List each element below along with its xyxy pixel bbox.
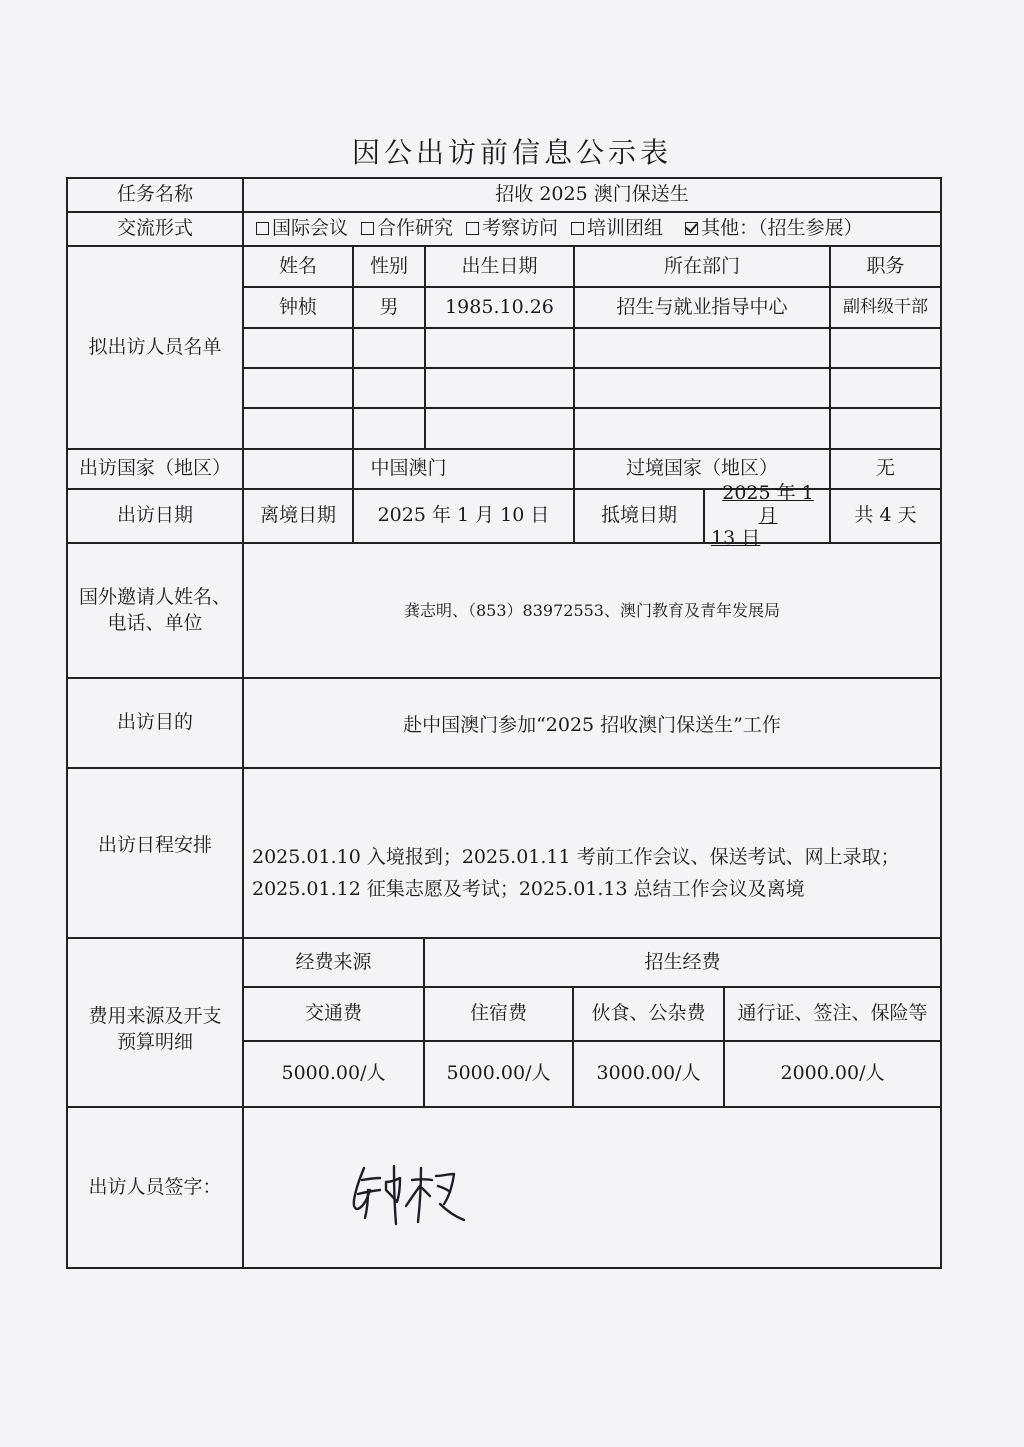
person-name: 钟桢 [278,295,317,318]
option-cooperative-research [361,216,453,242]
checkbox-icon [256,222,269,235]
funding-source-label: 经费来源 [295,950,372,973]
option-other [685,216,863,242]
budget-amount-transport: 5000.00/人 [281,1062,386,1085]
budget-label-line1: 费用来源及开支 [88,1004,222,1027]
depart-date-label: 离境日期 [259,504,336,527]
purpose-value: 赴中国澳门参加“2025 招收澳门保送生”工作 [403,714,781,737]
budget-label [68,939,242,1106]
header-name: 姓名 [278,254,317,277]
table-rule [242,327,942,329]
budget-item-permits: 通行证、签注、保险等 [737,1002,928,1025]
inviter-value: 龚志明、（853）83972553、澳门教育及青年发展局 [404,600,780,620]
schedule-line1: 2025.01.10 入境报到；2025.01.11 考前工作会议、保送考试、网上录取； [252,845,900,868]
signature-label: 出访人员签字： [88,1175,222,1198]
table-border [940,177,942,1269]
funding-source-value: 招生经费 [644,950,721,973]
header-position: 职务 [866,254,905,277]
page-title: 因公出访前信息公示表 [351,136,672,169]
option-training-group [571,216,663,242]
person-gender: 男 [379,295,399,318]
person-birthdate: 1985.10.26 [445,295,554,318]
option-international-conference [256,216,348,242]
arrive-date-line1: 2025 年 1 月 [722,481,814,527]
inviter-label-line1: 国外邀请人姓名、 [78,585,231,608]
depart-date-value: 2025 年 1 月 10 日 [377,504,550,527]
option-label: 培训团组 [587,217,664,240]
option-label: 其他：（招生参展） [701,217,863,240]
option-label: 考察访问 [482,217,559,240]
option-label: 国际会议 [272,217,349,240]
budget-item-meals: 伙食、公杂费 [591,1002,706,1025]
budget-amount-lodging: 5000.00/人 [446,1062,551,1085]
arrive-date-line2: 13 日 [711,527,761,550]
arrive-date-label: 抵境日期 [600,504,677,527]
transit-country-label: 过境国家（地区） [625,457,778,480]
inviter-label [68,544,242,677]
inviter-label-line2: 电话、单位 [107,611,203,634]
table-rule [242,407,942,409]
header-gender: 性别 [369,254,408,277]
country-value: 中国澳门 [370,457,447,480]
budget-item-lodging: 住宿费 [469,1002,527,1025]
transit-country-value: 无 [875,457,895,480]
checkbox-icon [571,222,584,235]
option-label: 合作研究 [377,217,454,240]
dates-label: 出访日期 [116,504,193,527]
table-border [66,1267,942,1269]
budget-amount-meals: 3000.00/人 [596,1062,701,1085]
personnel-label: 拟出访人员名单 [88,335,222,358]
task-name-label: 任务名称 [116,183,193,206]
budget-item-transport: 交通费 [304,1002,362,1025]
person-department: 招生与就业指导中心 [616,295,788,318]
exchange-form-options [244,213,940,245]
purpose-label: 出访目的 [116,711,193,734]
schedule-label: 出访日程安排 [97,834,212,857]
schedule-value [244,769,940,937]
exchange-form-label: 交流形式 [116,217,193,240]
table-rule [242,367,942,369]
header-birthdate: 出生日期 [461,254,538,277]
option-inspection-visit [466,216,558,242]
checkbox-icon [361,222,374,235]
checkbox-icon [466,222,479,235]
budget-amount-permits: 2000.00/人 [780,1062,885,1085]
schedule-line2: 2025.01.12 征集志愿及考试；2025.01.13 总结工作会议及离境 [252,878,805,900]
checked-checkbox-icon [685,222,698,235]
task-name-value: 招收 2025 澳门保送生 [495,183,689,206]
header-department: 所在部门 [663,254,740,277]
arrive-date-value [705,481,829,550]
handwritten-signature [350,1160,470,1230]
total-days: 共 4 天 [854,504,917,527]
person-position: 副科级干部 [843,297,928,318]
budget-label-line2: 预算明细 [116,1030,193,1053]
country-label: 出访国家（地区） [78,457,231,480]
